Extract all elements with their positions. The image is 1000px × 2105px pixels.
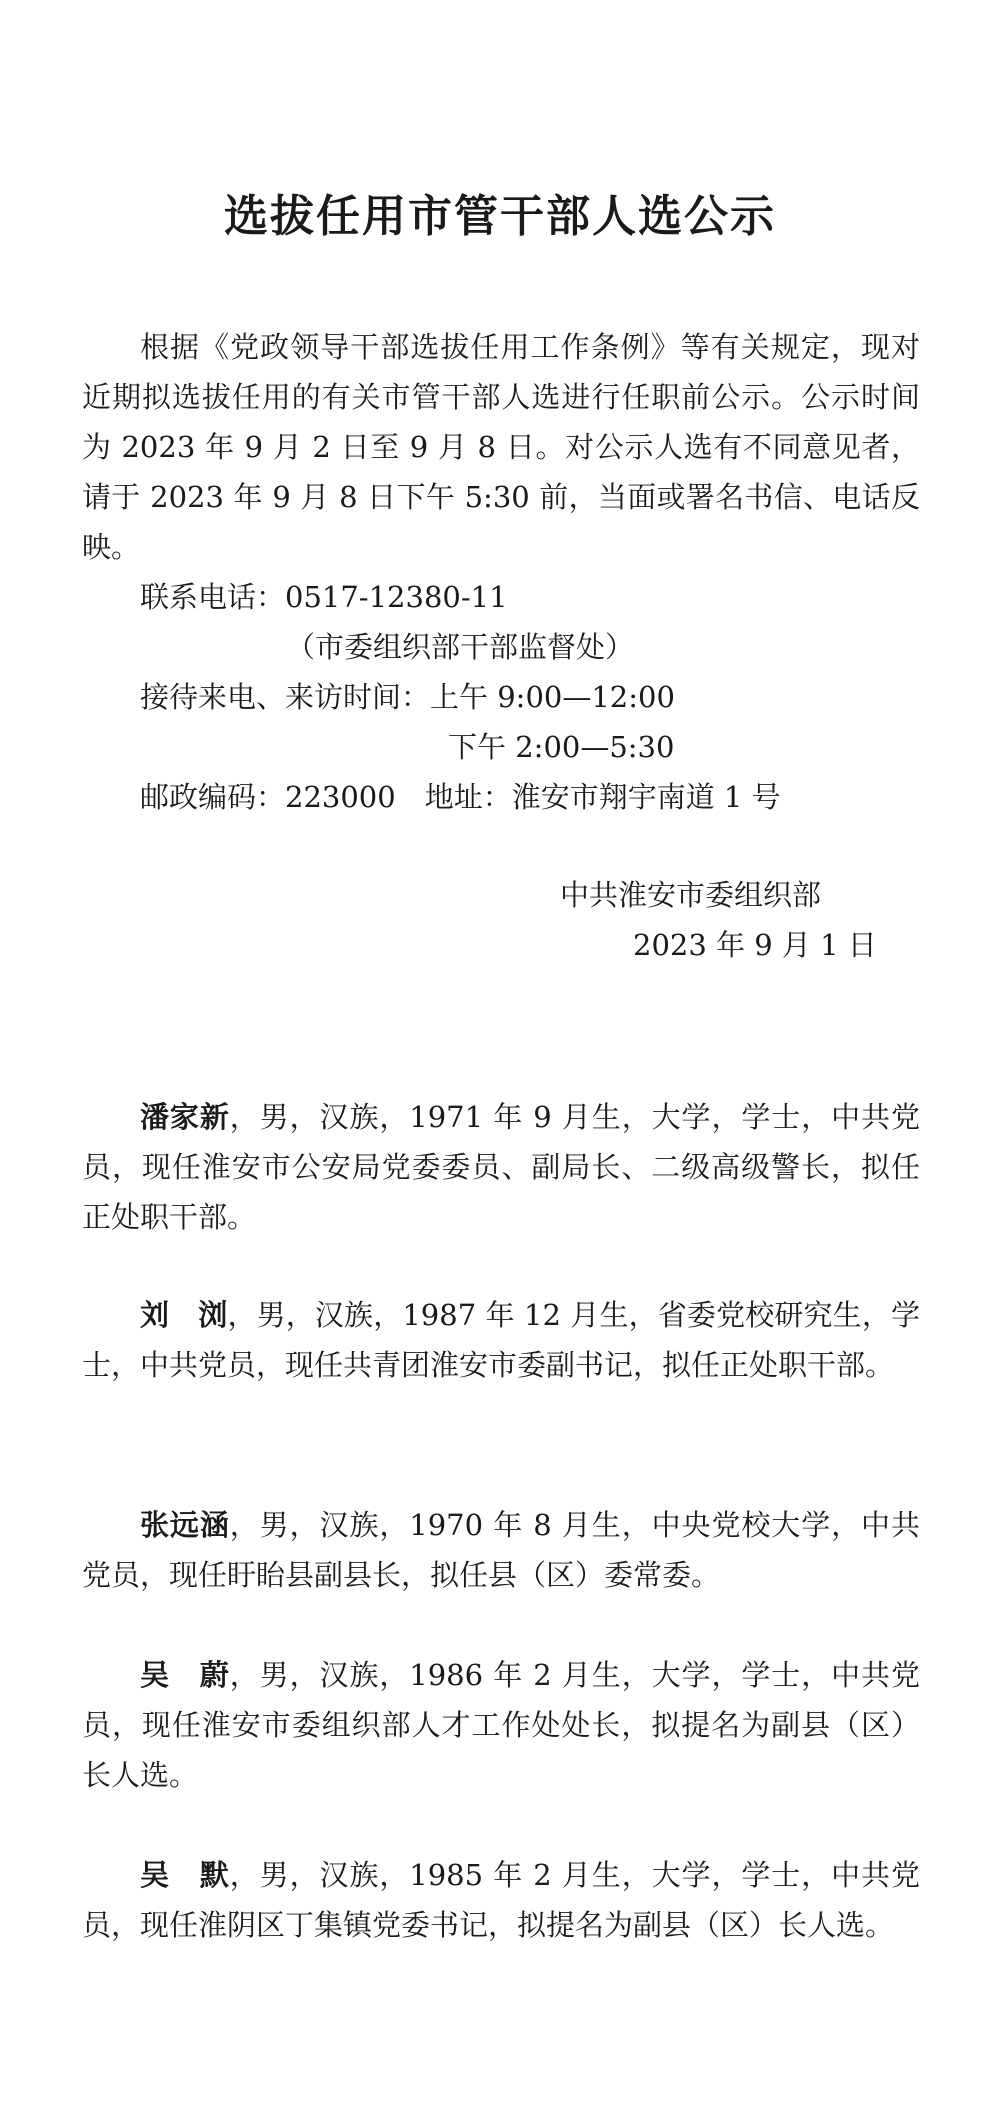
candidate-details: ，男，汉族，1986 年 2 月生，大学，学士，中共党员，现任淮安市委组织部人才工作处处长，拟提名为副县（区）长人选。 — [82, 1658, 920, 1792]
issuer-signature: 中共淮安市委组织部 — [560, 878, 822, 912]
candidate-entry — [82, 1650, 920, 1800]
candidate-name: 张远涵 — [140, 1508, 230, 1542]
reception-hours-afternoon: 下午 2:00—5:30 — [448, 730, 675, 764]
postal-address: 邮政编码：223000 地址：淮安市翔宇南道 1 号 — [140, 780, 781, 814]
candidate-details: ，男，汉族，1985 年 2 月生，大学，学士，中共党员，现任淮阴区丁集镇党委书记，拟提名为副县（区）长人选。 — [82, 1858, 920, 1942]
candidate-details: ，男，汉族，1971 年 9 月生，大学，学士，中共党员，现任淮安市公安局党委委员、副局长、二级高级警长，拟任正处职干部。 — [82, 1100, 920, 1234]
candidate-name: 潘家新 — [140, 1100, 230, 1134]
candidate-name: 吴 蔚 — [140, 1658, 230, 1692]
candidate-name: 吴 默 — [140, 1858, 230, 1892]
candidate-entry — [82, 1500, 920, 1600]
candidate-entry — [82, 1850, 920, 1950]
page-title: 选拔任用市管干部人选公示 — [224, 191, 776, 242]
candidate-details: ，男，汉族，1987 年 12 月生，省委党校研究生，学士，中共党员，现任共青团淮安市委副书记，拟任正处职干部。 — [82, 1298, 920, 1382]
candidate-details: ，男，汉族，1970 年 8 月生，中央党校大学，中共党员，现任盱眙县副县长，拟任县（区）委常委。 — [82, 1508, 920, 1592]
notice-intro: 根据《党政领导干部选拔任用工作条例》等有关规定，现对近期拟选拔任用的有关市管干部人选进行任职前公示。公示时间为 2023 年 9 月 2 日至 9 月 8 日。对公示人选有不同意见者，请于 2023 年 9 月 8 日下午 5:30 前，当面或署名书信、电话反映。 — [82, 330, 920, 564]
issue-date: 2023 年 9 月 1 日 — [633, 928, 877, 962]
candidate-name: 刘 浏 — [140, 1298, 228, 1332]
contact-phone: 联系电话：0517-12380-11 — [140, 580, 508, 614]
candidate-entry — [82, 1092, 920, 1242]
reception-hours-morning: 接待来电、来访时间：上午 9:00—12:00 — [140, 680, 675, 714]
candidate-entry — [82, 1290, 920, 1390]
contact-department: （市委组织部干部监督处） — [286, 630, 635, 664]
